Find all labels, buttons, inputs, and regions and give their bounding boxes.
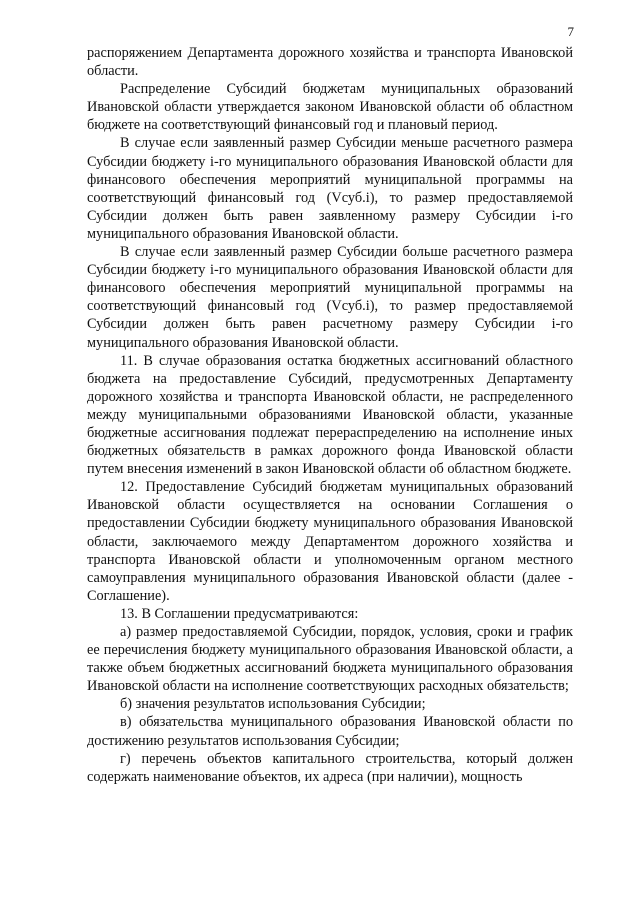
paragraph-item-13b: б) значения результатов использования Субсидии; xyxy=(120,696,426,713)
paragraph-subsidy-greater: В случае если заявленный размер Субсидии больше расчетного размера Субсидии бюджету i-го муниципального образования Ивановской области для финансового обеспечения мероприятий муниципальной программы на соответствующий финансовый год (Vсуб.i), то размер предоставляемой Субсидии должен быть равен расчетному размеру Субсидии i-го муниципального образования Ивановской области. xyxy=(87,244,573,351)
paragraph-item-11: 11. В случае образования остатка бюджетных ассигнований областного бюджета на предоставление Субсидий, предусмотренных Департаменту дорожного хозяйства и транспорта Ивановской области, не распределенного между муниципальными образованиями Ивановской области, указанные бюджетные ассигнования подлежат перераспределению на исполнение иных бюджетных обязательств в рамках дорожного фонда Ивановской области путем внесения изменений в закон Ивановской области об областном бюджете. xyxy=(87,352,573,478)
paragraph-continuation: распоряжением Департамента дорожного хозяйства и транспорта Ивановской области. xyxy=(87,45,573,80)
paragraph-subsidy-distribution: Распределение Субсидий бюджетам муниципальных образований Ивановской области утверждается законом Ивановской области об областном бюджете на соответствующий финансовый год и плановый период. xyxy=(87,81,573,134)
page-number: 7 xyxy=(567,24,574,39)
paragraph-item-12: 12. Предоставление Субсидий бюджетам муниципальных образований Ивановской области осуществляется на основании Соглашения о предоставлении Субсидии бюджету муниципального образования Ивановской области, заключаемого между Департаментом дорожного хозяйства и транспорта Ивановской области и уполномоченным органом местного самоуправления муниципального образования Ивановской области (далее - Соглашение). xyxy=(87,479,573,604)
paragraph-item-13g: г) перечень объектов капитального строительства, который должен содержать наименование объектов, их адреса (при наличии), мощность xyxy=(87,750,573,785)
paragraph-item-13: 13. В Соглашении предусматриваются: xyxy=(120,605,359,622)
paragraph-item-13v: в) обязательства муниципального образования Ивановской области по достижению результатов использования Субсидии; xyxy=(87,714,573,749)
document-body xyxy=(87,44,573,786)
paragraph-subsidy-less: В случае если заявленный размер Субсидии меньше расчетного размера Субсидии бюджету i-го муниципального образования Ивановской области для финансового обеспечения мероприятий муниципальной программы на соответствующий финансовый год (Vсуб.i), то размер предоставляемой Субсидии должен быть равен заявленному размеру Субсидии i-го муниципального образования Ивановской области. xyxy=(87,135,573,242)
paragraph-item-13a: а) размер предоставляемой Субсидии, порядок, условия, сроки и график ее перечисления бюджету муниципального образования Ивановской области, а также объем бюджетных ассигнований бюджета муниципального образования Ивановской области на исполнение соответствующих расходных обязательств; xyxy=(87,624,573,695)
